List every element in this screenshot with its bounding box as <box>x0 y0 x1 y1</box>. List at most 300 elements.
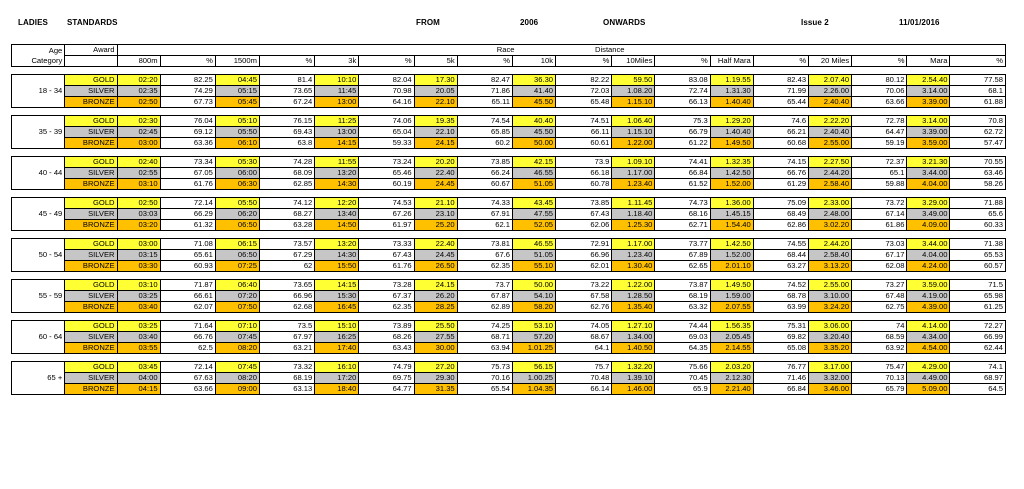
standard-time: 1.06.40 <box>612 116 655 127</box>
age-grade-percent: 62.08 <box>852 261 907 272</box>
age-header-label: Age <box>48 45 63 55</box>
standard-time: 2.44.20 <box>809 168 852 179</box>
title-ladies: LADIES <box>18 18 48 27</box>
standard-time: 2.22.20 <box>809 116 852 127</box>
standard-time: 1.49.50 <box>710 138 753 149</box>
age-grade-percent: 74.52 <box>753 280 808 291</box>
age-grade-percent: 64.5 <box>950 384 1006 395</box>
age-grade-percent: 73.33 <box>359 239 414 250</box>
award-header: Award <box>65 45 117 56</box>
age-grade-percent: 63.13 <box>259 384 314 395</box>
standard-time: 2.01.10 <box>710 261 753 272</box>
age-grade-percent: 66.24 <box>457 168 512 179</box>
standard-time: 02:45 <box>117 127 160 138</box>
age-grade-percent: 69.82 <box>753 332 808 343</box>
standard-time: 47.55 <box>513 209 556 220</box>
age-grade-percent: 60.61 <box>556 138 612 149</box>
standard-time: 3.06.00 <box>809 321 852 332</box>
standard-time: 29.30 <box>414 373 457 384</box>
age-grade-percent: 68.78 <box>753 291 808 302</box>
standard-time: 1.23.40 <box>612 250 655 261</box>
standard-time: 40.40 <box>513 116 556 127</box>
standard-time: 03:45 <box>117 362 160 373</box>
age-grade-percent: 71.99 <box>753 86 808 97</box>
table-row <box>12 97 1006 108</box>
age-grade-percent: 71.64 <box>160 321 215 332</box>
age-grade-percent: 73.5 <box>259 321 314 332</box>
age-grade-percent: 67.63 <box>160 373 215 384</box>
standard-time: 1.30.40 <box>612 261 655 272</box>
age-category: 65 + <box>12 362 65 395</box>
standard-time: 1.42.50 <box>710 168 753 179</box>
standard-time: 06:40 <box>215 280 259 291</box>
age-grade-percent: 66.18 <box>556 168 612 179</box>
age-category: 50 - 54 <box>12 239 65 272</box>
age-grade-percent: 68.59 <box>852 332 907 343</box>
standard-time: 02:50 <box>117 97 160 108</box>
standard-time: 1.59.00 <box>710 291 753 302</box>
age-grade-percent: 62.01 <box>556 261 612 272</box>
percent-header: % <box>556 56 612 67</box>
table-row <box>12 168 1006 179</box>
standard-time: 22.10 <box>414 97 457 108</box>
award-label: GOLD <box>65 198 117 209</box>
age-grade-percent: 65.6 <box>950 209 1006 220</box>
age-grade-percent: 64.47 <box>852 127 907 138</box>
age-grade-percent: 63.27 <box>753 261 808 272</box>
age-grade-percent: 62.1 <box>457 220 512 231</box>
age-grade-percent: 74.55 <box>753 239 808 250</box>
age-grade-percent: 70.45 <box>655 373 710 384</box>
standard-time: 43.45 <box>513 198 556 209</box>
age-grade-percent: 66.11 <box>556 127 612 138</box>
age-grade-percent: 72.91 <box>556 239 612 250</box>
percent-header: % <box>950 56 1006 67</box>
separator-cell <box>12 149 1006 157</box>
standard-time: 1.18.40 <box>612 209 655 220</box>
standard-time: 02:20 <box>117 75 160 86</box>
age-grade-percent: 83.08 <box>655 75 710 86</box>
standard-time: 1.40.40 <box>710 97 753 108</box>
age-grade-percent: 66.76 <box>160 332 215 343</box>
age-grade-percent: 70.55 <box>950 157 1006 168</box>
standard-time: 2.54.40 <box>907 75 950 86</box>
standard-time: 1.09.10 <box>612 157 655 168</box>
age-grade-percent: 61.76 <box>160 179 215 190</box>
standard-time: 1.52.00 <box>710 179 753 190</box>
age-grade-percent: 68.71 <box>457 332 512 343</box>
standard-time: 06:15 <box>215 239 259 250</box>
standard-time: 1.54.40 <box>710 220 753 231</box>
age-grade-percent: 75.7 <box>556 362 612 373</box>
age-grade-percent: 62.06 <box>556 220 612 231</box>
standard-time: 2.07.40 <box>809 75 852 86</box>
age-grade-percent: 68.67 <box>556 332 612 343</box>
standard-time: 04:45 <box>215 75 259 86</box>
standard-time: 25.20 <box>414 220 457 231</box>
age-grade-percent: 67.87 <box>457 291 512 302</box>
age-grade-percent: 65.79 <box>852 384 907 395</box>
age-grade-percent: 67.29 <box>259 250 314 261</box>
standard-time: 14:15 <box>315 138 359 149</box>
age-grade-percent: 72.74 <box>655 86 710 97</box>
age-grade-percent: 65.48 <box>556 97 612 108</box>
age-grade-percent: 73.27 <box>852 280 907 291</box>
event-header: Half Mara <box>710 56 753 67</box>
standard-time: 1.46.00 <box>612 384 655 395</box>
event-header: Mara <box>907 56 950 67</box>
standard-time: 05:10 <box>215 116 259 127</box>
standard-time: 07:10 <box>215 321 259 332</box>
age-grade-percent: 65.08 <box>753 343 808 354</box>
standard-time: 1.49.50 <box>710 280 753 291</box>
age-grade-percent: 72.27 <box>950 321 1006 332</box>
standard-time: 1.42.50 <box>710 239 753 250</box>
age-grade-percent: 80.12 <box>852 75 907 86</box>
award-label: BRONZE <box>65 302 117 313</box>
standard-time: 05:30 <box>215 157 259 168</box>
standard-time: 45.50 <box>513 97 556 108</box>
age-grade-percent: 71.87 <box>160 280 215 291</box>
standard-time: 16:25 <box>315 332 359 343</box>
age-grade-percent: 71.46 <box>753 373 808 384</box>
standard-time: 2.05.45 <box>710 332 753 343</box>
standard-time: 4.14.00 <box>907 321 950 332</box>
standard-time: 46.55 <box>513 239 556 250</box>
table-row <box>12 86 1006 97</box>
standard-time: 1.17.00 <box>612 239 655 250</box>
age-grade-percent: 60.19 <box>359 179 414 190</box>
age-grade-percent: 62.65 <box>655 261 710 272</box>
age-grade-percent: 63.8 <box>259 138 314 149</box>
standard-time: 17.30 <box>414 75 457 86</box>
award-header-blank <box>65 56 117 67</box>
percent-header: % <box>753 56 808 67</box>
standard-time: 41.40 <box>513 86 556 97</box>
standard-time: 3.14.00 <box>907 116 950 127</box>
standard-time: 23.10 <box>414 209 457 220</box>
standard-time: 11:55 <box>315 157 359 168</box>
table-row <box>12 138 1006 149</box>
percent-header: % <box>457 56 512 67</box>
age-grade-percent: 67.97 <box>259 332 314 343</box>
award-label: BRONZE <box>65 343 117 354</box>
standard-time: 07:45 <box>215 332 259 343</box>
standard-time: 03:40 <box>117 302 160 313</box>
standard-time: 2.03.20 <box>710 362 753 373</box>
standard-time: 50.00 <box>513 280 556 291</box>
award-label: BRONZE <box>65 97 117 108</box>
standard-time: 5.09.00 <box>907 384 950 395</box>
standard-time: 1.19.55 <box>710 75 753 86</box>
award-label: BRONZE <box>65 384 117 395</box>
age-grade-percent: 74.73 <box>655 198 710 209</box>
age-grade-percent: 73.22 <box>556 280 612 291</box>
age-grade-percent: 62.76 <box>556 302 612 313</box>
age-grade-percent: 63.36 <box>160 138 215 149</box>
age-grade-percent: 61.52 <box>655 179 710 190</box>
age-grade-percent: 65.98 <box>950 291 1006 302</box>
group-separator <box>12 231 1006 239</box>
age-grade-percent: 66.61 <box>160 291 215 302</box>
standard-time: 4.39.00 <box>907 302 950 313</box>
age-grade-percent: 66.96 <box>556 250 612 261</box>
age-grade-percent: 60.2 <box>457 138 512 149</box>
event-header: 20 Miles <box>809 56 852 67</box>
table-row <box>12 198 1006 209</box>
age-grade-percent: 61.29 <box>753 179 808 190</box>
age-category: 60 - 64 <box>12 321 65 354</box>
standard-time: 22.10 <box>414 127 457 138</box>
age-grade-percent: 65.54 <box>457 384 512 395</box>
age-grade-percent: 66.29 <box>160 209 215 220</box>
age-grade-percent: 70.13 <box>852 373 907 384</box>
table-row <box>12 116 1006 127</box>
standard-time: 20.05 <box>414 86 457 97</box>
issue-label: Issue 2 <box>801 18 829 27</box>
age-grade-percent: 69.43 <box>259 127 314 138</box>
age-grade-percent: 66.96 <box>259 291 314 302</box>
age-grade-percent: 62.71 <box>655 220 710 231</box>
separator-cell <box>12 354 1006 362</box>
separator-cell <box>12 108 1006 116</box>
age-grade-percent: 69.75 <box>359 373 414 384</box>
table-row <box>12 302 1006 313</box>
award-label: SILVER <box>65 209 117 220</box>
standard-time: 51.05 <box>513 250 556 261</box>
standard-time: 2.58.40 <box>809 179 852 190</box>
age-grade-percent: 67.43 <box>556 209 612 220</box>
age-grade-percent: 67.48 <box>852 291 907 302</box>
standard-time: 2.44.20 <box>809 239 852 250</box>
standard-time: 19.35 <box>414 116 457 127</box>
standard-time: 07:20 <box>215 291 259 302</box>
header-row-2 <box>12 56 1006 67</box>
age-grade-percent: 74 <box>852 321 907 332</box>
standard-time: 1.15.10 <box>612 127 655 138</box>
age-grade-percent: 62.07 <box>160 302 215 313</box>
group-separator <box>12 190 1006 198</box>
age-grade-percent: 82.47 <box>457 75 512 86</box>
age-grade-percent: 67.91 <box>457 209 512 220</box>
event-header: 5k <box>414 56 457 67</box>
standard-time: 09:00 <box>215 384 259 395</box>
age-grade-percent: 68.1 <box>950 86 1006 97</box>
standard-time: 1.32.35 <box>710 157 753 168</box>
age-grade-percent: 73.28 <box>359 280 414 291</box>
age-grade-percent: 73.57 <box>259 239 314 250</box>
age-grade-percent: 58.26 <box>950 179 1006 190</box>
age-grade-percent: 72.14 <box>160 198 215 209</box>
age-grade-percent: 60.33 <box>950 220 1006 231</box>
standard-time: 14:15 <box>315 280 359 291</box>
standard-time: 13:00 <box>315 97 359 108</box>
age-grade-percent: 68.19 <box>259 373 314 384</box>
age-grade-percent: 75.47 <box>852 362 907 373</box>
table-row <box>12 362 1006 373</box>
table-row <box>12 75 1006 86</box>
separator-cell <box>12 190 1006 198</box>
age-grade-percent: 73.85 <box>556 198 612 209</box>
standard-time: 18:40 <box>315 384 359 395</box>
age-grade-percent: 74.53 <box>359 198 414 209</box>
separator-cell <box>12 67 1006 75</box>
age-grade-percent: 66.84 <box>753 384 808 395</box>
standard-time: 26.50 <box>414 261 457 272</box>
age-grade-percent: 59.33 <box>359 138 414 149</box>
standard-time: 4.34.00 <box>907 332 950 343</box>
standard-time: 3.17.00 <box>809 362 852 373</box>
standard-time: 51.05 <box>513 179 556 190</box>
standard-time: 1.08.20 <box>612 86 655 97</box>
age-grade-percent: 61.76 <box>359 261 414 272</box>
age-grade-percent: 66.21 <box>753 127 808 138</box>
standard-time: 02:40 <box>117 157 160 168</box>
age-grade-percent: 65.85 <box>457 127 512 138</box>
standard-time: 3.10.00 <box>809 291 852 302</box>
standard-time: 03:00 <box>117 138 160 149</box>
standard-time: 03:10 <box>117 179 160 190</box>
standard-time: 08:20 <box>215 373 259 384</box>
age-grade-percent: 82.25 <box>160 75 215 86</box>
age-grade-percent: 61.32 <box>160 220 215 231</box>
standard-time: 14:50 <box>315 220 359 231</box>
standard-time: 11:25 <box>315 116 359 127</box>
age-grade-percent: 74.79 <box>359 362 414 373</box>
standard-time: 03:10 <box>117 280 160 291</box>
table-row <box>12 343 1006 354</box>
age-grade-percent: 70.8 <box>950 116 1006 127</box>
age-grade-percent: 62.5 <box>160 343 215 354</box>
age-grade-percent: 67.05 <box>160 168 215 179</box>
standard-time: 08:20 <box>215 343 259 354</box>
standard-time: 15:30 <box>315 291 359 302</box>
age-grade-percent: 73.34 <box>160 157 215 168</box>
standard-time: 06:10 <box>215 138 259 149</box>
age-grade-percent: 73.87 <box>655 280 710 291</box>
standard-time: 4.24.00 <box>907 261 950 272</box>
standard-time: 45.50 <box>513 127 556 138</box>
age-grade-percent: 72.37 <box>852 157 907 168</box>
standard-time: 2.14.55 <box>710 343 753 354</box>
standard-time: 59.50 <box>612 75 655 86</box>
standard-time: 1.40.40 <box>710 127 753 138</box>
event-header: 1500m <box>215 56 259 67</box>
age-grade-percent: 65.04 <box>359 127 414 138</box>
date-label: 11/01/2016 <box>899 18 940 27</box>
age-grade-percent: 67.14 <box>852 209 907 220</box>
standard-time: 1.39.10 <box>612 373 655 384</box>
age-grade-percent: 62.72 <box>950 127 1006 138</box>
age-header <box>12 45 65 67</box>
standard-time: 58.20 <box>513 302 556 313</box>
table-row <box>12 239 1006 250</box>
standard-time: 1.00.25 <box>513 373 556 384</box>
standard-time: 1.22.00 <box>612 280 655 291</box>
age-grade-percent: 66.84 <box>655 168 710 179</box>
standard-time: 05:50 <box>215 127 259 138</box>
standard-time: 3.24.20 <box>809 302 852 313</box>
table-row <box>12 332 1006 343</box>
standard-time: 4.04.00 <box>907 179 950 190</box>
event-header: 10Miles <box>612 56 655 67</box>
standard-time: 36.30 <box>513 75 556 86</box>
age-grade-percent: 74.1 <box>950 362 1006 373</box>
standard-time: 05:15 <box>215 86 259 97</box>
standard-time: 1.56.35 <box>710 321 753 332</box>
standard-time: 2.12.30 <box>710 373 753 384</box>
age-grade-percent: 74.41 <box>655 157 710 168</box>
age-grade-percent: 60.68 <box>753 138 808 149</box>
age-grade-percent: 73.85 <box>457 157 512 168</box>
standard-time: 2.55.00 <box>809 280 852 291</box>
standard-time: 17:20 <box>315 373 359 384</box>
age-grade-percent: 76.04 <box>160 116 215 127</box>
age-grade-percent: 77.58 <box>950 75 1006 86</box>
age-grade-percent: 81.4 <box>259 75 314 86</box>
standard-time: 55.10 <box>513 261 556 272</box>
age-category: 18 - 34 <box>12 75 65 108</box>
age-grade-percent: 60.57 <box>950 261 1006 272</box>
standard-time: 1.04.35 <box>513 384 556 395</box>
age-grade-percent: 74.25 <box>457 321 512 332</box>
standard-time: 15:10 <box>315 321 359 332</box>
standard-time: 3.46.00 <box>809 384 852 395</box>
standard-time: 30.00 <box>414 343 457 354</box>
age-grade-percent: 72.78 <box>852 116 907 127</box>
age-category: 35 - 39 <box>12 116 65 149</box>
standard-time: 1.45.15 <box>710 209 753 220</box>
standard-time: 4.29.00 <box>907 362 950 373</box>
standard-time: 10:10 <box>315 75 359 86</box>
standard-time: 13:20 <box>315 239 359 250</box>
percent-header: % <box>259 56 314 67</box>
standard-time: 28.25 <box>414 302 457 313</box>
age-grade-percent: 62.44 <box>950 343 1006 354</box>
age-grade-percent: 67.26 <box>359 209 414 220</box>
distance-label: Distance <box>594 45 625 54</box>
age-grade-percent: 57.47 <box>950 138 1006 149</box>
standard-time: 1.11.45 <box>612 198 655 209</box>
standard-time: 3.49.00 <box>907 209 950 220</box>
age-grade-percent: 74.12 <box>259 198 314 209</box>
age-grade-percent: 63.28 <box>259 220 314 231</box>
age-grade-percent: 71.5 <box>950 280 1006 291</box>
age-grade-percent: 74.6 <box>753 116 808 127</box>
age-grade-percent: 68.97 <box>950 373 1006 384</box>
age-grade-percent: 61.88 <box>950 97 1006 108</box>
standard-time: 1.40.50 <box>612 343 655 354</box>
standard-time: 2.27.50 <box>809 157 852 168</box>
standard-time: 06:20 <box>215 209 259 220</box>
standard-time: 24.45 <box>414 250 457 261</box>
age-grade-percent: 63.92 <box>852 343 907 354</box>
year-label: 2006 <box>520 18 539 27</box>
standard-time: 03:20 <box>117 220 160 231</box>
age-grade-percent: 64.77 <box>359 384 414 395</box>
standard-time: 03:00 <box>117 239 160 250</box>
standard-time: 03:03 <box>117 209 160 220</box>
award-label: SILVER <box>65 373 117 384</box>
award-label: SILVER <box>65 332 117 343</box>
age-grade-percent: 65.1 <box>852 168 907 179</box>
age-grade-percent: 62.75 <box>852 302 907 313</box>
award-label: GOLD <box>65 239 117 250</box>
table-row <box>12 127 1006 138</box>
standard-time: 4.04.00 <box>907 250 950 261</box>
age-grade-percent: 66.99 <box>950 332 1006 343</box>
standard-time: 3.02.20 <box>809 220 852 231</box>
